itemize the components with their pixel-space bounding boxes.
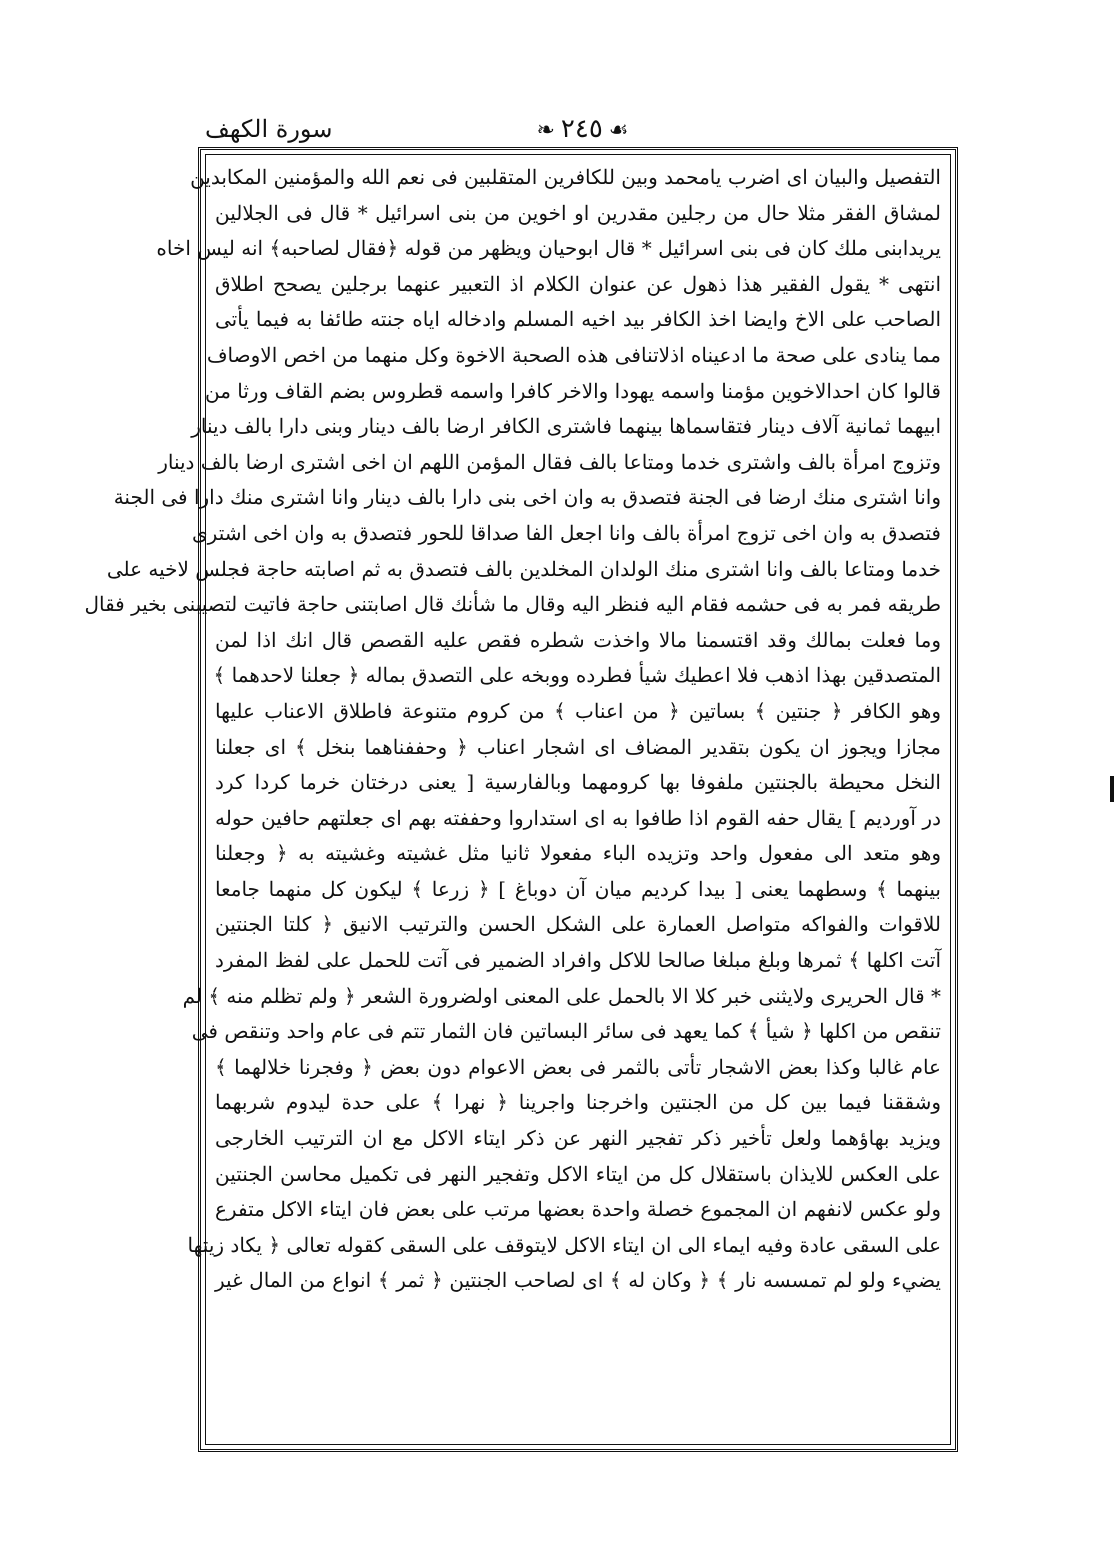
text-line: الصاحب على الاخ وايضا اخذ الكافر بيد اخيه المسلم وادخاله اياه جنته طائفا به فيما يأتى xyxy=(215,307,941,332)
text-line: قالوا كان احدالاخوين مؤمنا واسمه يهودا والاخر كافرا واسمه قطروس بضم القاف ورثا من xyxy=(204,378,941,403)
text-line: وهو الكافر ﴿ جنتين ﴾ بساتين ﴿ من اعناب ﴾ من كروم متنوعة فاطلاق الاعناب عليها xyxy=(215,698,941,723)
surah-title: سورة الكهف xyxy=(205,115,333,143)
text-line: انتهى * يقول الفقير هذا ذهول عن عنوان الكلام اذ التعبير عنهما برجلين يصحح اطلاق xyxy=(215,271,941,296)
page-number-text: ٢٤٥ xyxy=(560,114,603,144)
text-line: طريقه فمر به فى حشمه فقام اليه فنظر اليه وقال ما شأنك قال اصابتنى حاجة فاتيت لتصيبنى بخير فقال xyxy=(84,592,941,617)
text-line: تنقص من اكلها ﴿ شيأ ﴾ كما يعهد فى سائر البساتين فان الثمار تتم فى عام واحد وتنقص فى xyxy=(191,1019,941,1044)
text-line: * قال الحريرى ولايثنى خبر كلا الا بالحمل على المعنى اولضرورة الشعر ﴿ ولم تظلم منه ﴾ لم xyxy=(182,983,941,1008)
text-line xyxy=(215,1299,941,1335)
text-line: لمشاق الفقر مثلا حال من رجلين مقدرين او اخوين من بنى اسرائيل * قال فى الجلالين xyxy=(215,200,941,225)
text-line: مجازا ويجوز ان يكون بتقدير المضاف اى اشجار اعناب ﴿ وحففناهما بنخل ﴾ اى جعلنا xyxy=(215,734,941,759)
text-line: بينهما ﴾ وسطهما يعنى [ بيدا كرديم ميان آن دوباغ ] ﴿ زرعا ﴾ ليكون كل منهما جامعا xyxy=(215,876,941,901)
text-line: المتصدقين بهذا اذهب فلا اعطيك شيأ فطرده ووبخه على التصدق بماله ﴿ جعلنا لاحدهما ﴾ xyxy=(213,663,941,688)
text-line: ويزيد بهاؤهما ولعل تأخير ذكر تفجير النهر عن ذكر ايتاء الاكل مع ان الترتيب الخارجى xyxy=(215,1126,941,1151)
text-line: النخل محيطة بالجنتين ملفوفا بها كرومهما وبالفارسية [ يعنى درختان خرما كردا كرد xyxy=(215,770,941,795)
text-frame xyxy=(84,147,958,1452)
text-line: ولو عكس لانفهم ان المجموع خصلة واحدة بعضها مرتب على بعض فان ايتاء الاكل متفرع xyxy=(215,1197,941,1222)
text-line: التفصيل والبيان اى اضرب يامحمد وبين للكافرين المتقلبين فى نعم الله والمؤمنين المكابدين xyxy=(190,165,941,189)
text-line: خدما ومتاعا بالف وانا اشترى منك الولدان المخلدين بالف فتصدق به ثم اصابته حاجة فجلس لاخيه على xyxy=(106,556,941,581)
text-line: آتت اكلها ﴾ ثمرها وبلغ مبلغا صالحا للاكل وافراد الضمير فى آتت للحمل على لفظ المفرد xyxy=(215,948,942,973)
text-line: وانا اشترى منك ارضا فى الجنة فتصدق به وان اخى بنى دارا بالف دينار وانا اشترى منك دارا فى الجنة xyxy=(113,485,941,510)
text-line: يريدابنى ملك كان فى بنى اسرائيل * قال ابوحيان ويظهر من قوله ﴿فقال لصاحبه﴾ انه ليس اخاه xyxy=(156,236,941,261)
page-header xyxy=(205,112,960,148)
scan-margin-mark xyxy=(1110,776,1114,802)
text-line: وما فعلت بمالك وقد اقتسمنا مالا واخذت شطره فقص عليه القصص قال انك اذا لمن xyxy=(215,627,941,652)
text-line: وشققنا فيما بين كل من الجنتين واخرجنا واجرينا ﴿ نهرا ﴾ على حدة ليدوم شربهما xyxy=(215,1090,941,1115)
text-line: للاقوات والفواكه متواصل العمارة على الشكل الحسن والترتيب الانيق ﴿ كلتا الجنتين xyxy=(215,912,941,937)
text-line: مما ينادى على صحة ما ادعيناه اذلاتنافى هذه الصحبة الاخوة وكل منهما من اخص الاوصاف xyxy=(206,342,941,367)
text-line xyxy=(215,1370,941,1406)
text-line: وهو متعد الى مفعول واحد وتزيده الباء مفعولا ثانيا مثل غشيته وغشيته به ﴿ وجعلنا xyxy=(215,841,941,866)
text-line: فتصدق به وان اخى تزوج امرأة بالف وانا اجعل الفا صداقا للحور فتصدق به وان اخى اشترى xyxy=(192,520,941,545)
text-line: ابيهما ثمانية آلاف دينار فتقاسماها بينهما فاشترى الكافر ارضا بالف دينار وبنى دارا بالف دينار xyxy=(191,414,941,439)
text-line xyxy=(215,1335,941,1371)
text-line: در آورديم ] يقال حفه القوم اذا طافوا به اى استداروا وحففته بهم اى جعلتهم حافين حوله xyxy=(215,805,941,830)
text-line: يضيء ولو لم تمسسه نار ﴾ ﴿ وكان له ﴾ اى لصاحب الجنتين ﴿ ثمر ﴾ انواع من المال غير xyxy=(215,1268,941,1293)
text-line: على العكس للايذان باستقلال كل من ايتاء الاكل وتفجير النهر فى تكميل محاسن الجنتين xyxy=(215,1161,941,1186)
text-line: على السقى عادة وفيه ايماء الى ان ايتاء الاكل لايتوقف على السقى كقوله تعالى ﴿ يكاد زيتها xyxy=(187,1232,941,1257)
text-line: وتزوج امرأة بالف واشترى خدما ومتاعا بالف فقال المؤمن اللهم ان اخى اشترى ارضا بالف دينار xyxy=(158,449,941,474)
ornament-icon: ❧ xyxy=(536,118,555,143)
ornament-icon: ☙ xyxy=(608,118,629,143)
text-line: عام غالبا وكذا بعض الاشجار تأتى بالثمر فى بعض الاعوام دون بعض ﴿ وفجرنا خلالهما ﴾ xyxy=(215,1054,941,1079)
text-body xyxy=(84,160,942,1406)
